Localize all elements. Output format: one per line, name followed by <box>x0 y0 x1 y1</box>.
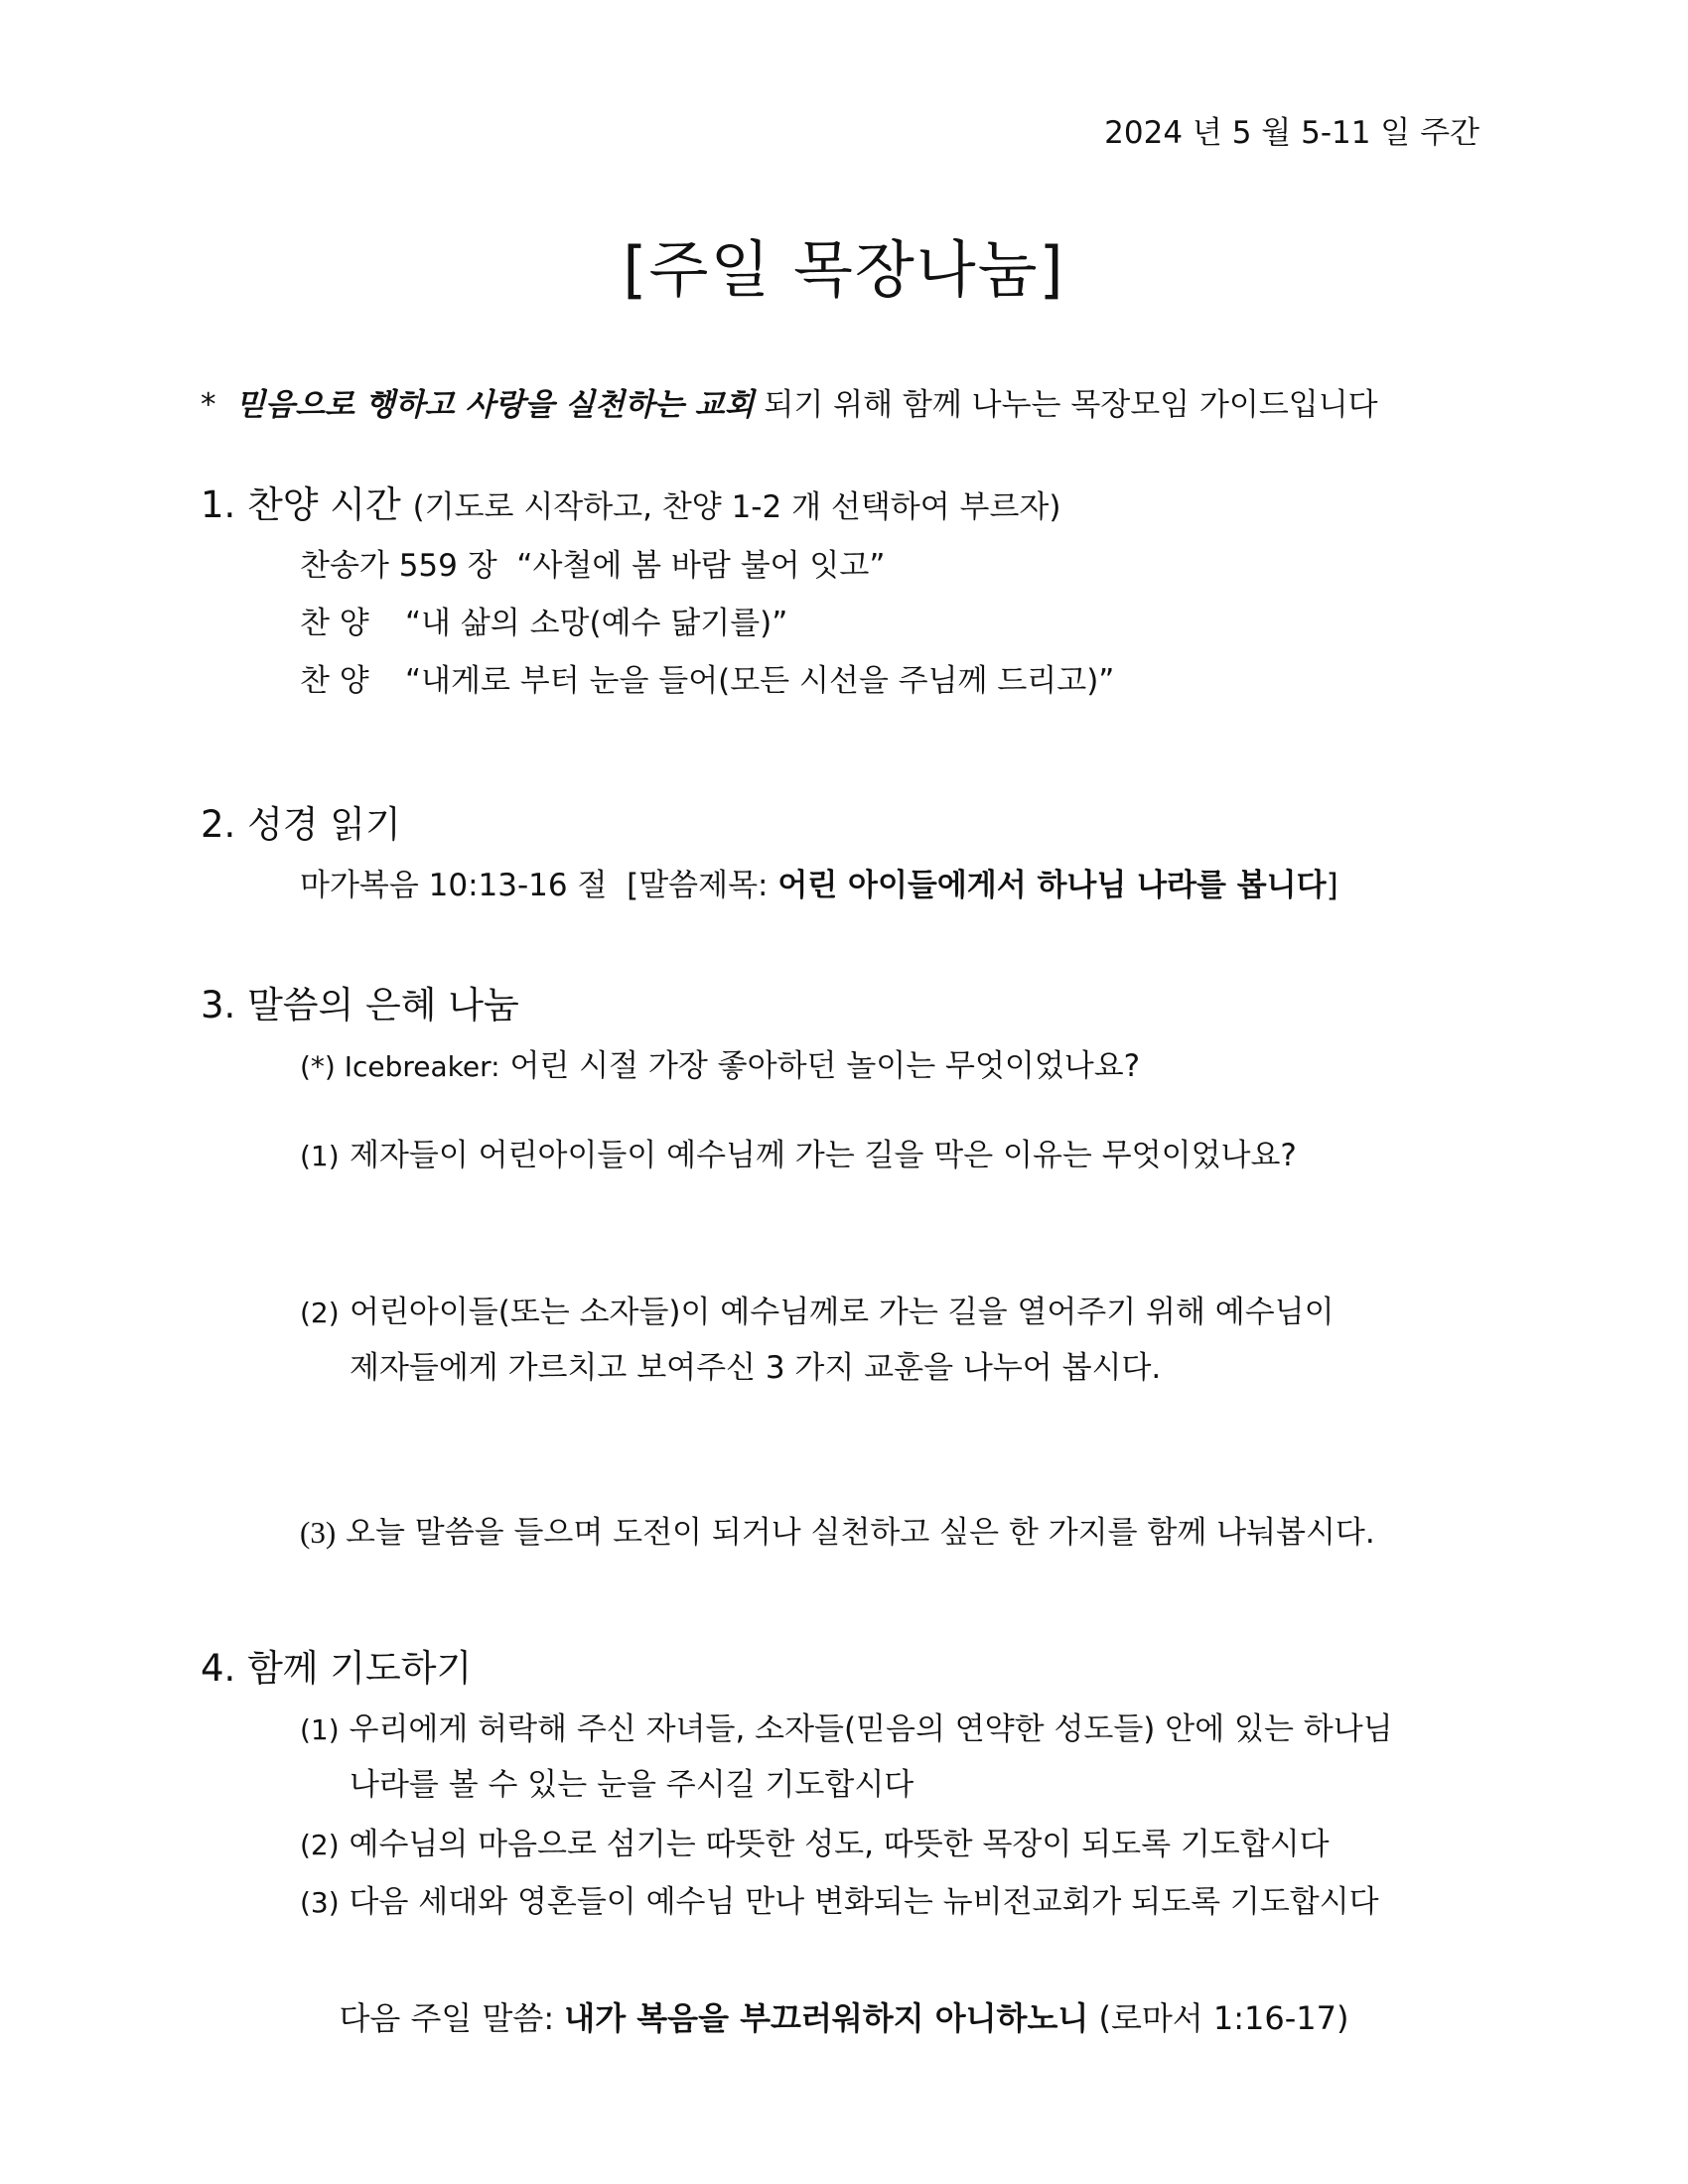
icebreaker-question: 어린 시절 가장 좋아하던 놀이는 무엇이었나요? <box>509 1048 1141 1084</box>
section1-subtitle: (기도로 시작하고, 찬양 1-2 개 선택하여 부르자) <box>412 489 1061 525</box>
page-title: [주일 목장나눔] <box>623 233 1065 306</box>
next-sermon-ref: (로마서 1:16-17) <box>1098 1999 1349 2037</box>
section1-heading: 1. 찬양 시간 <box>201 483 401 526</box>
song-title: “내 삶의 소망(예수 닮기를)” <box>405 606 788 641</box>
question-2-cont: 제자들에게 가르치고 보여주신 3 가지 교훈을 나누어 봅시다. <box>350 1350 1162 1386</box>
prayer-text: 다음 세대와 영혼들이 예수님 만나 변화되는 뉴비전교회가 되도록 기도합시다 <box>349 1884 1379 1920</box>
intro-rest: 되기 위해 함께 나누는 목장모임 가이드입니다 <box>764 387 1378 423</box>
song-line-1 <box>300 598 787 642</box>
scripture-ref: 마가복음 10:13-16 절 <box>300 868 608 903</box>
prayer-number: (3) <box>300 1886 340 1919</box>
next-sermon <box>0 1993 1688 2039</box>
intro-line <box>201 379 1378 424</box>
section1-heading-line <box>201 475 1060 528</box>
icebreaker-line <box>300 1040 1140 1085</box>
sermon-title: 어린 아이들에게서 하나님 나라를 봅니다 <box>777 868 1327 903</box>
intro-emphasis: 믿음으로 행하고 사랑을 실천하는 교회 <box>235 387 755 423</box>
question-text: 오늘 말씀을 들으며 도전이 되거나 실천하고 싶은 한 가지를 함께 나눠봅시다. <box>346 1515 1375 1551</box>
question-number: (2) <box>300 1297 340 1329</box>
question-number: (1) <box>300 1140 340 1172</box>
section4-heading: 4. 함께 기도하기 <box>201 1647 473 1690</box>
section2-heading: 2. 성경 읽기 <box>201 803 401 846</box>
intro-star: * <box>201 387 216 423</box>
question-number: (3) <box>300 1515 337 1550</box>
next-sermon-label: 다음 주일 말씀: <box>339 1999 555 2037</box>
prayer-1 <box>300 1704 1393 1748</box>
prayer-2 <box>300 1819 1330 1863</box>
song-title: “내게로 부터 눈을 들어(모든 시선을 주님께 드리고)” <box>405 663 1115 699</box>
question-1 <box>300 1130 1297 1174</box>
prayer-text: 우리에게 허락해 주신 자녀들, 소자들(믿음의 연약한 성도들) 안에 있는 하나님 <box>349 1711 1393 1747</box>
section3-heading: 3. 말씀의 은혜 나눔 <box>201 984 519 1026</box>
sermon-close: ] <box>1326 868 1338 903</box>
question-text: 제자들이 어린아이들이 예수님께 가는 길을 막은 이유는 무엇이었나요? <box>350 1138 1297 1173</box>
song-label: 찬 양 <box>300 606 369 641</box>
prayer-text: 예수님의 마음으로 섬기는 따뜻한 성도, 따뜻한 목장이 되도록 기도합시다 <box>349 1827 1330 1862</box>
sermon-open: [말씀제목: <box>627 868 769 903</box>
song-label: 찬 양 <box>300 663 369 699</box>
scripture-line <box>300 860 1338 904</box>
prayer-number: (2) <box>300 1829 340 1861</box>
next-sermon-title: 내가 복음을 부끄러워하지 아니하노니 <box>564 1999 1089 2037</box>
question-2 <box>300 1287 1335 1331</box>
prayer-1-cont: 나라를 볼 수 있는 눈을 주시길 기도합시다 <box>350 1767 914 1803</box>
week-date: 2024 년 5 월 5-11 일 주간 <box>1104 115 1479 151</box>
hymn-title: “사철에 봄 바람 불어 잇고” <box>516 548 886 584</box>
prayer-number: (1) <box>300 1713 340 1746</box>
question-3 <box>300 1507 1375 1552</box>
question-text: 어린아이들(또는 소자들)이 예수님께로 가는 길을 열어주기 위해 예수님이 <box>350 1295 1335 1330</box>
prayer-3 <box>300 1876 1379 1921</box>
hymn-line <box>300 540 885 585</box>
song-line-2 <box>300 655 1114 700</box>
icebreaker-label: (*) Icebreaker: <box>300 1050 500 1083</box>
hymn-label: 찬송가 559 장 <box>300 548 497 584</box>
